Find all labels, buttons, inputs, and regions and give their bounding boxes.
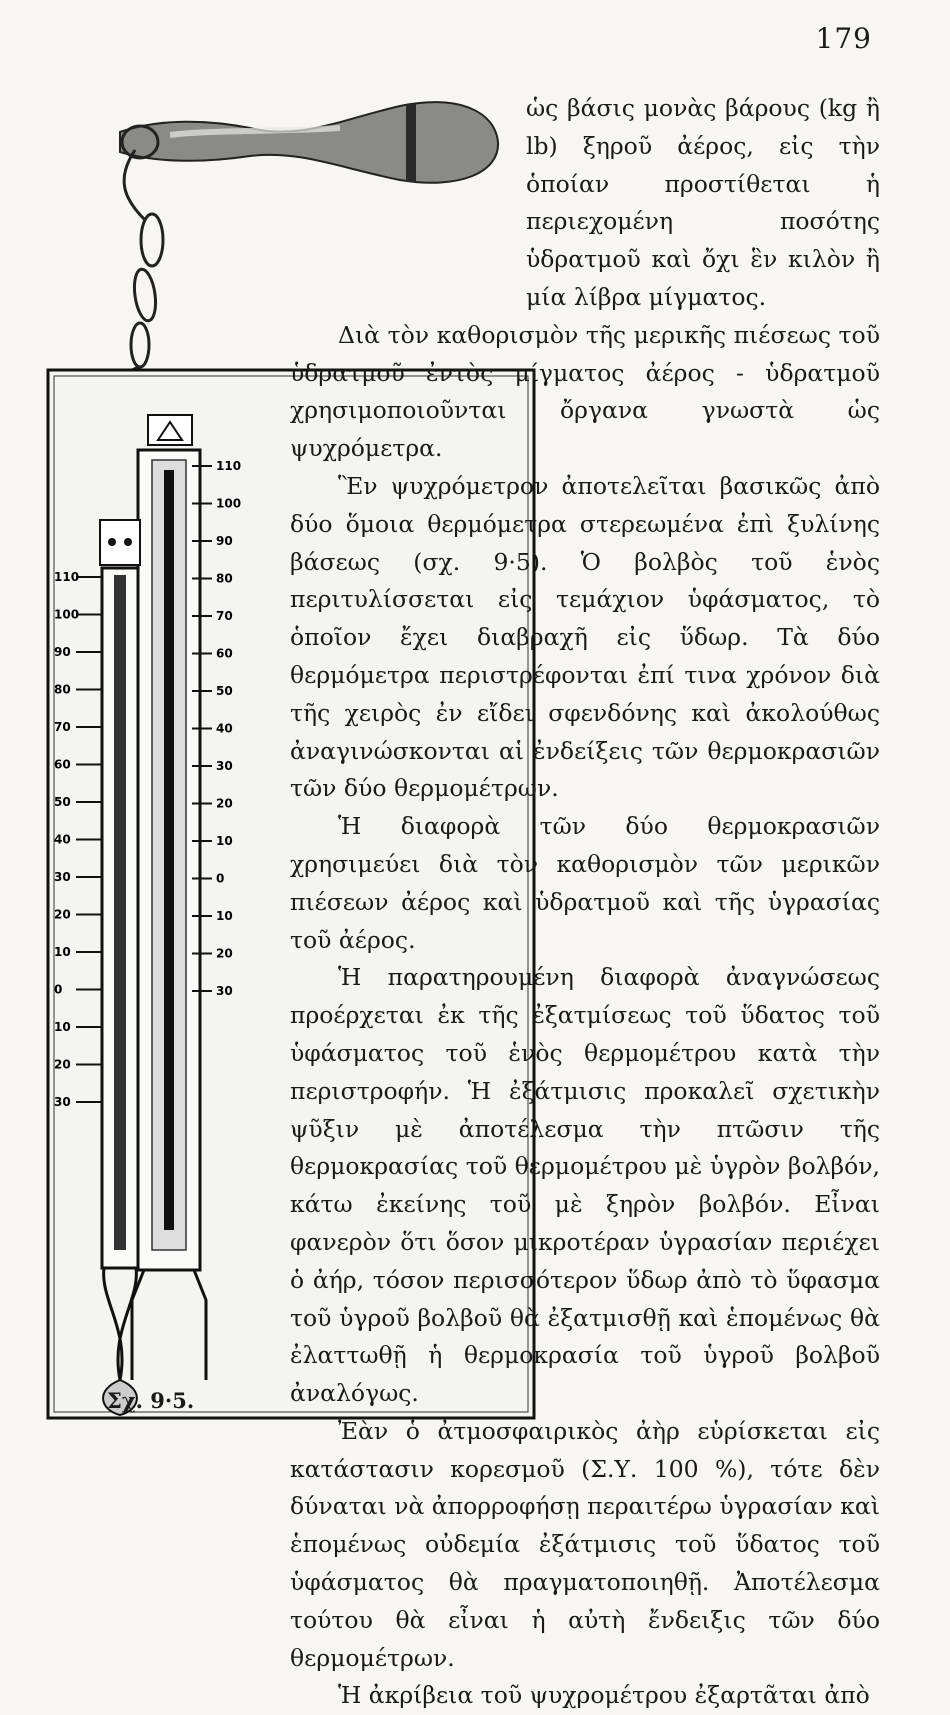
scale-label: 60 (216, 646, 233, 661)
scale-label: 0 (216, 871, 225, 886)
left-thermometer (100, 520, 140, 1380)
scale-label: 90 (216, 534, 233, 548)
page-number: 179 (815, 22, 872, 55)
paragraph: Ἓν ψυχρόμετρον ἀποτελεῖται βασικῶς ἀπὸ δύο ὅμοια θερμόμετρα στερεωμένα ἐπὶ ξυλίνης βάσεως (σχ. 9·5). Ὁ βολβὸς τοῦ ἑνὸς περιτυλίσσεται εἰς τεμάχιον ὑφάσματος, τὸ ὁποῖον ἔχει διαβραχῆ εἰς ὕδωρ. Τὰ δύο θερμόμετρα περιστρέφονται ἐπί τινα χρόνον διὰ τῆς χειρὸς ἐν εἴδει σφενδόνης καὶ ἀκολούθως ἀναγινώσκονται αἱ ἐνδείξεις τῶν θερμοκρασιῶν τῶν δύο θερμομέτρων. (290, 471, 880, 803)
right-thermometer (132, 415, 206, 1380)
scale-label: 80 (216, 571, 233, 586)
scale-label: 50 (216, 684, 233, 698)
scale-label: 80 (54, 682, 71, 697)
scale-label: 10 (54, 1020, 71, 1034)
figure-caption: Σχ. 9·5. (107, 1388, 195, 1413)
scale-label: 10 (54, 945, 71, 959)
scale-label: 0 (54, 982, 63, 997)
scale-label: 100 (54, 607, 80, 622)
scale-label: 50 (54, 795, 71, 809)
scale-label: 30 (54, 1095, 71, 1109)
scale-label: 90 (54, 645, 71, 659)
scale-label: 30 (216, 759, 233, 773)
scale-label: 40 (54, 832, 71, 847)
scale-label: 30 (216, 984, 233, 998)
scale-label: 30 (54, 870, 71, 884)
paragraph: Ἡ ἀκρίβεια τοῦ ψυχρομέτρου ἐξαρτᾶται ἀπὸ (338, 1681, 870, 1710)
scale-label: 70 (216, 609, 233, 623)
scale-label: 60 (54, 757, 71, 772)
scale-label: 70 (54, 720, 71, 734)
scale-label: 20 (216, 946, 233, 961)
scale-label: 40 (216, 721, 233, 736)
chain-illustration (123, 150, 163, 400)
scale-label: 100 (216, 496, 242, 511)
scale-label: 20 (54, 1057, 71, 1072)
scale-label: 20 (216, 796, 233, 811)
body-text (290, 90, 880, 1715)
scale-label: 110 (54, 570, 80, 584)
paragraph: Ἡ παρατηρουμένη διαφορὰ ἀναγνώσεως προέρχεται ἐκ τῆς ἐξατμίσεως τοῦ ὕδατος τοῦ ὑφάσματος τοῦ ἑνὸς θερμομέτρου κατὰ τὴν περιστροφήν. Ἡ ἐξάτμισις προκαλεῖ σχετικὴν ψῦξιν μὲ ἀποτέλεσμα τὴν πτῶσιν τῆς θερμοκρασίας τοῦ θερμομέτρου μὲ ὑγρὸν βολβόν, κάτω ἐκείνης τοῦ μὲ ξηρὸν βολβόν. Εἶναι φανερὸν ὅτι ὅσον μικροτέραν ὑγρασίαν περιέχει ὁ ἀήρ, τόσον περισσότερον ὕδωρ ἀπὸ τὸ ὕφασμα τοῦ ὑγροῦ βολβοῦ θὰ ἐξατμισθῇ καὶ ἑπομένως θὰ ἐλαττωθῇ ἡ θερμοκρασία τοῦ ὑγροῦ βολβοῦ ἀναλόγως. (290, 963, 880, 1408)
paragraph: Διὰ τὸν καθορισμὸν τῆς μερικῆς πιέσεως τοῦ ὑδρατμοῦ ἐντὸς μίγματος ἀέρος - ὑδρατμοῦ χρησιμοποιοῦνται ὄργανα γνωστὰ ὡς ψυχρόμετρα. (290, 320, 880, 463)
paragraph: Ἡ διαφορὰ τῶν δύο θερμοκρασιῶν χρησιμεύει διὰ τὸν καθορισμὸν τῶν μερικῶν πιέσεων ἀέρος καὶ ὑδρατμοῦ καὶ τῆς ὑγρασίας τοῦ ἀέρος. (290, 812, 880, 954)
scale-label: 20 (54, 907, 71, 922)
scale-label: 10 (216, 834, 233, 848)
paragraph: Ἐὰν ὁ ἀτμοσφαιρικὸς ἀὴρ εὑρίσκεται εἰς κατάστασιν κορεσμοῦ (Σ.Υ. 100 %), τότε δὲν δύναται νὰ ἀπορροφήσῃ περαιτέρω ὑγρασίαν καὶ ἑπομένως οὐδεμία ἐξάτμισις τοῦ ὕδατος τοῦ ὑφάσματος θὰ πραγματοποιηθῇ. Ἀποτέλεσμα τούτου θὰ εἶναι ἡ αὐτὴ ἔνδειξις τῶν δύο θερμομέτρων. (290, 1416, 880, 1672)
scale-label: 110 (216, 459, 242, 473)
scale-label: 10 (216, 909, 233, 923)
paragraph: ὡς βάσις μονὰς βάρους (kg ἢ lb) ξηροῦ ἀέρος, εἰς τὴν ὁποίαν προστίθεται ἡ περιεχομένη ποσότης ὑδρατμοῦ καὶ ὄχι ἓν κιλὸν ἢ μία λίβρα μίγματος. (526, 94, 880, 311)
